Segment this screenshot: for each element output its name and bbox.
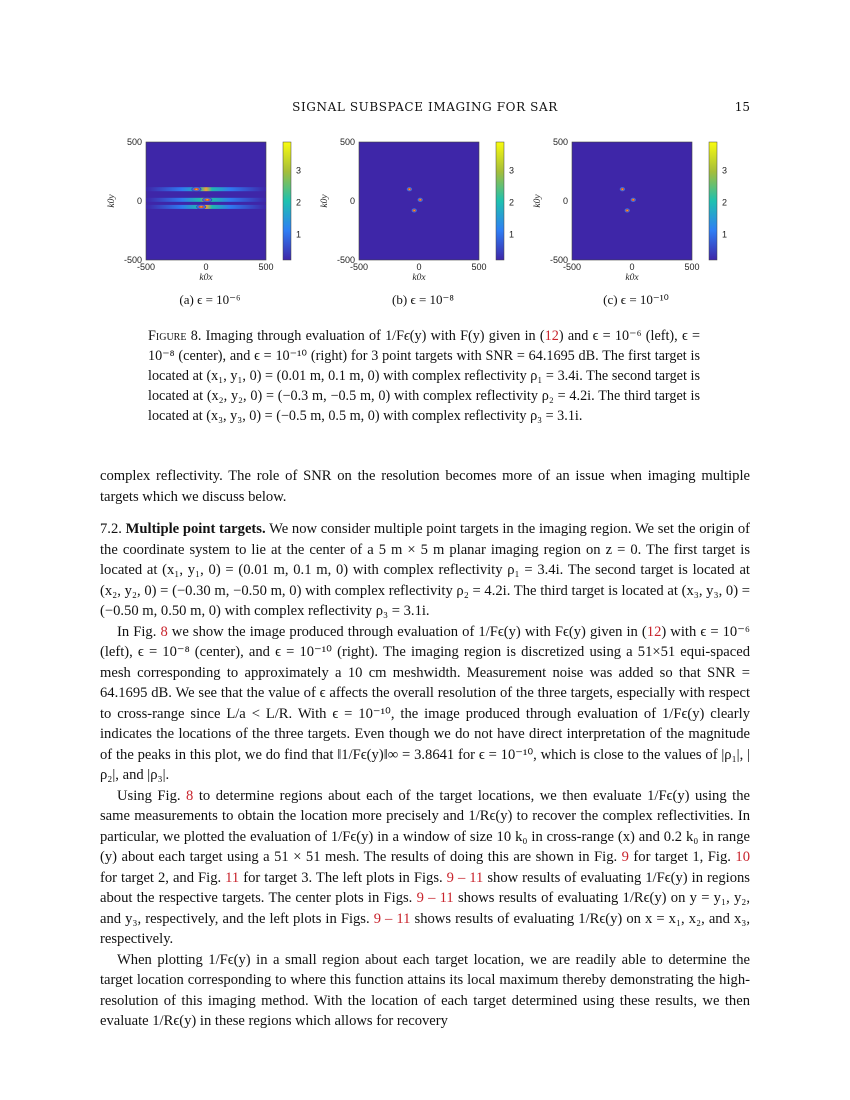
x-tick-label: 500 xyxy=(258,262,274,272)
p3-t0: Using Fig. xyxy=(117,787,187,804)
subcaption-c: (c) ϵ = 10⁻¹⁰ xyxy=(603,292,669,307)
para1-text: We now consider multiple point targets in the imaging region. We set the origin of the coordinate system to lie at the center of a 5 m × 5 m planar imaging region on z = 0. The first target is located at (x₁, y₁, 0) = (0.01 m, 0.1 m, 0) with complex reflectivity ρ₁ = 3.4i. The second target is located at (x₂, y₂, 0) = (−0.30 m, −0.50 m, 0) with complex reflectivity ρ₂ = 4.2i. The third target is located at (x₃, y₃, 0) = (−0.50 m, 0.50 m, 0) with complex reflectivity ρ₃ = 3.1i. xyxy=(100,521,750,619)
equation-link-12[interactable]: 12 xyxy=(646,623,662,640)
colorbar-tick-label: 1 xyxy=(722,229,728,240)
x-axis-label: k0x xyxy=(199,273,213,283)
p2-t2: we show the image produced through evaluation of 1/Fϵ(y) with Fϵ(y) given in ( xyxy=(167,623,647,640)
page-header xyxy=(100,100,750,120)
p3-t8: for target 3. The left plots in Figs. xyxy=(239,869,447,886)
para-3 xyxy=(100,786,750,950)
target-peak-3 xyxy=(196,205,206,210)
para-2 xyxy=(100,622,750,786)
caption-text-2: (y) with F xyxy=(409,328,468,344)
x-tick-label: 0 xyxy=(416,262,422,272)
colorbar-tick-label: 1 xyxy=(509,229,515,240)
colorbar-tick-label: 2 xyxy=(296,197,302,208)
p3-t4: for target 1, Fig. xyxy=(628,849,736,865)
heatmap-b xyxy=(320,132,528,292)
equation-link-12[interactable]: 12 xyxy=(544,328,559,344)
caption-text-1: Imaging through evaluation of 1/F xyxy=(205,328,405,344)
colorbar-tick-label: 3 xyxy=(722,165,728,176)
colorbar xyxy=(283,142,291,260)
figure-caption: Figure 8. Imaging through evaluation of 1/Fϵ(y) with F(y) given in (12) and ϵ = 10⁻⁶ (left), ϵ = 10⁻⁸ (center), and ϵ = 10⁻¹⁰ (right) for 3 point targets with SNR = 64.1695 dB. The first target is located at (x₁, y₁, 0) = (0.01 m, 0.1 m, 0) with complex reflectivity ρ₁ = 3.4i. The second target is located at (x₂, y₂, 0) = (−0.3 m, −0.5 m, 0) with complex reflectivity ρ₂ = 4.2i. The third target is located at (x₃, y₃, 0) = (−0.5 m, 0.5 m, 0) with complex reflectivity ρ₃ = 3.1i. xyxy=(148,328,701,424)
y-tick-label: -500 xyxy=(549,255,568,265)
p3-t12: shows results of evaluating 1/Rϵ(y) on y = y₁, y₂, and y₃, respectively, and the left plots in Figs. xyxy=(100,890,750,927)
target-peak-2 xyxy=(417,197,423,202)
p3-t6: for target 2, and Fig. xyxy=(100,869,226,886)
y-tick-label: 500 xyxy=(552,137,568,147)
x-tick-label: 500 xyxy=(471,262,487,272)
figure-range-link[interactable]: 9 – 11 xyxy=(373,910,411,927)
section-number: 7.2. xyxy=(100,521,122,537)
figure-link-8[interactable]: 8 xyxy=(160,623,168,640)
colorbar-tick-label: 3 xyxy=(296,165,302,176)
target-peak-1 xyxy=(619,187,625,192)
y-tick-label: 0 xyxy=(562,196,568,206)
target-streak-1 xyxy=(146,187,266,191)
figure-label: Figure 8. xyxy=(148,328,202,344)
colorbar-tick-label: 3 xyxy=(509,165,515,176)
target-peak-2 xyxy=(630,197,636,202)
x-tick-label: 500 xyxy=(684,262,700,272)
figure-panel-a xyxy=(107,132,315,292)
body-text xyxy=(100,466,750,1032)
caption-text-4: and ϵ = 10⁻⁶ (left), ϵ = 10⁻⁸ (center), and ϵ = 10⁻¹⁰ (right) for 3 point targets with SNR = 64.1695 dB. The first target is located at (x₁, y₁, 0) = (0.01 m, 0.1 m, 0) with complex reflectivity ρ₁ = 3.4i. The second target is located at (x₂, y₂, 0) = (−0.3 m, −0.5 m, 0) with complex reflectivity ρ₂ = 4.2i. The third target is located at (x₃, y₃, 0) = (−0.5 m, 0.5 m, 0) with complex reflectivity ρ₃ = 3.1i. xyxy=(148,328,701,424)
colorbar xyxy=(709,142,717,260)
target-peak-2 xyxy=(202,197,212,202)
para-intro: complex reflectivity. The role of SNR on the resolution becomes more of an issue when imaging multiple targets which we discuss below. xyxy=(100,468,750,505)
colorbar-tick-label: 2 xyxy=(722,197,728,208)
colorbar xyxy=(496,142,504,260)
y-tick-label: 0 xyxy=(136,196,142,206)
x-axis-label: k0x xyxy=(625,273,639,283)
p3-t14: shows results of evaluating 1/Rϵ(y) on x = x₁, x₂, and x₃, respectively. xyxy=(100,910,750,947)
subcaption-a: (a) ϵ = 10⁻⁶ xyxy=(179,292,241,307)
running-title: SIGNAL SUBSPACE IMAGING FOR SAR xyxy=(292,100,558,114)
figure-range-link[interactable]: 9 – 11 xyxy=(446,869,484,886)
page-number: 15 xyxy=(734,100,750,114)
y-tick-label: -500 xyxy=(123,255,142,265)
figure-link-8[interactable]: 8 xyxy=(186,787,194,804)
x-tick-label: 0 xyxy=(203,262,209,272)
target-peak-1 xyxy=(191,187,201,192)
x-tick-label: 0 xyxy=(629,262,635,272)
caption-text-3: (y) given in xyxy=(467,328,540,344)
target-peak-3 xyxy=(624,208,630,213)
figure-link-11[interactable]: 11 xyxy=(225,869,240,886)
y-axis-label: k0y xyxy=(533,194,543,208)
p2-t4: ) with ϵ = 10⁻⁶ (left), ϵ = 10⁻⁸ (center), and ϵ = 10⁻¹⁰ (right). The imaging region is discretized using a 51×51 equi-spaced mesh corresponding to approximately a 10 cm meshwidth. Measurement noise was added so that SNR = 64.1695 dB. We see that the value of ϵ affects the overall resolution of the three targets, especially with respect to cross-range since L/a < L/R. With ϵ = 10⁻¹⁰, the image produced through evaluation of 1/Fϵ(y) clearly indicates the locations of the three targets. Even though we do not have direct interpretation of the magnitude of the peaks in this plot, we do find that ‖1/Fϵ(y)‖∞ = 3.8641 for ϵ = 10⁻¹⁰, which is close to the values of |ρ₁|, |ρ₂|, and |ρ₃|. xyxy=(100,623,751,783)
y-axis-label: k0y xyxy=(107,194,117,208)
p3-t2: to determine regions about each of the target locations, we then evaluate 1/Fϵ(y) using the same measurements to obtain the location more precisely and 1/Rϵ(y) to recover the complex reflectivities. In particular, we plotted the evaluation of 1/Fϵ(y) in a window of size 10 k₀ in cross-range (x) and 0.2 k₀ in range (y) about each target using a 51 × 51 mesh. The results of doing this are shown in Fig. xyxy=(100,787,750,865)
colorbar-tick-label: 2 xyxy=(509,197,515,208)
colorbar-tick-label: 1 xyxy=(296,229,302,240)
x-tick-label: -500 xyxy=(562,262,582,272)
section-title: Multiple point targets. xyxy=(125,521,266,537)
x-tick-label: -500 xyxy=(136,262,156,272)
figure-link-10[interactable]: 10 xyxy=(735,849,750,865)
y-axis-label: k0y xyxy=(320,194,330,208)
target-peak-3 xyxy=(411,208,417,213)
figure-panel-c xyxy=(533,132,741,292)
p3-t10: show results of evaluating 1/Fϵ(y) in regions about the respective targets. The center plots in Figs. xyxy=(100,869,750,906)
y-tick-label: 0 xyxy=(349,196,355,206)
y-tick-label: 500 xyxy=(126,137,142,147)
figure-panel-b xyxy=(320,132,528,292)
para-4: When plotting 1/Fϵ(y) in a small region about each target location, we are readily able to determine the target location corresponding to where this function attains its local maximum thereby demonstrating the high-resolution of this imaging method. With the location of each target determined using these results, we then evaluate 1/Rϵ(y) in these regions which allows for recovery xyxy=(100,951,750,1029)
figure-link-9[interactable]: 9 xyxy=(621,849,629,865)
p2-t0: In Fig. xyxy=(117,623,161,640)
para-section-72 xyxy=(100,519,750,622)
heatmap-c xyxy=(533,132,741,292)
y-tick-label: 500 xyxy=(339,137,355,147)
x-tick-label: -500 xyxy=(349,262,369,272)
y-tick-label: -500 xyxy=(336,255,355,265)
target-peak-1 xyxy=(406,187,412,192)
subcaption-b: (b) ϵ = 10⁻⁸ xyxy=(392,292,454,307)
x-axis-label: k0x xyxy=(412,273,426,283)
figure-range-link[interactable]: 9 – 11 xyxy=(416,890,454,906)
heatmap-a xyxy=(107,132,315,292)
